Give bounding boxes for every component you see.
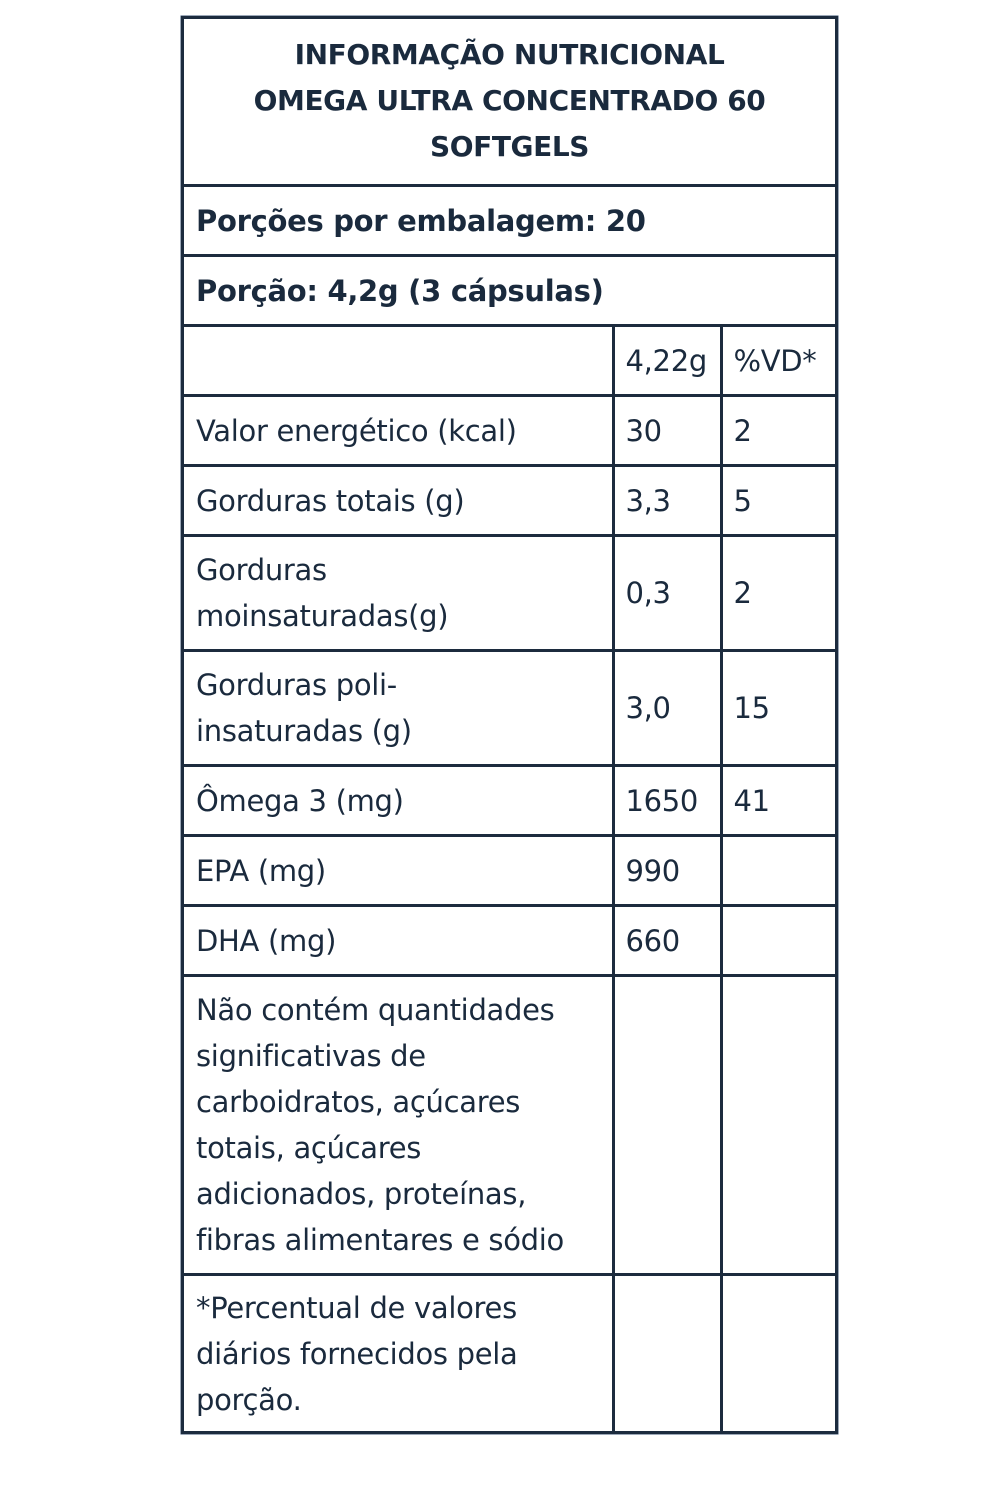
header-daily-value: %VD*: [722, 326, 835, 396]
nutrient-amount: 3,0: [614, 651, 722, 766]
label-title: [184, 19, 835, 186]
not-significant-note: [184, 976, 614, 1275]
note-line: fibras alimentares e sódio: [196, 1223, 564, 1257]
nutrient-name: [184, 536, 614, 651]
header-amount: 4,22g: [614, 326, 722, 396]
note-line: significativas de: [196, 1039, 426, 1073]
nutrient-name-line: Gorduras poli-: [196, 668, 397, 702]
empty-cell: [614, 1275, 722, 1432]
notes-row: [184, 976, 835, 1275]
title-line-3: SOFTGELS: [429, 130, 590, 163]
daily-value-footnote: [184, 1275, 614, 1432]
footnote-line: *Percentual de valores: [196, 1290, 517, 1325]
nutrient-amount: 1650: [614, 766, 722, 836]
header-nutrient: [184, 326, 614, 396]
table-row: [184, 836, 835, 906]
nutrient-daily-value: [722, 906, 835, 976]
nutrient-daily-value: 2: [722, 396, 835, 466]
nutrient-amount: 30: [614, 396, 722, 466]
table-row: [184, 466, 835, 536]
nutrient-name: Valor energético (kcal): [184, 396, 614, 466]
nutrient-name: EPA (mg): [184, 836, 614, 906]
nutrition-table: [184, 19, 835, 1431]
nutrient-amount: 0,3: [614, 536, 722, 651]
nutrient-name-line: moinsaturadas(g): [196, 599, 449, 633]
nutrient-name: Ômega 3 (mg): [184, 766, 614, 836]
nutrition-facts-label: [181, 16, 838, 1434]
nutrient-name-line: insaturadas (g): [196, 714, 412, 748]
nutrient-daily-value: 41: [722, 766, 835, 836]
nutrient-name: Gorduras totais (g): [184, 466, 614, 536]
note-line: totais, açúcares: [196, 1131, 422, 1165]
nutrient-daily-value: 5: [722, 466, 835, 536]
nutrient-amount: 990: [614, 836, 722, 906]
nutrient-name: [184, 651, 614, 766]
column-header-row: [184, 326, 835, 396]
table-row: [184, 396, 835, 466]
serving-size: Porção: 4,2g (3 cápsulas): [184, 256, 835, 326]
title-line-1: INFORMAÇÃO NUTRICIONAL: [294, 38, 725, 71]
footnote-row: [184, 1275, 835, 1432]
note-line: Não contém quantidades: [196, 993, 555, 1027]
servings-per-package: Porções por embalagem: 20: [184, 186, 835, 256]
nutrient-amount: 660: [614, 906, 722, 976]
empty-cell: [722, 976, 835, 1275]
footnote-line: porção.: [196, 1382, 302, 1417]
nutrient-amount: 3,3: [614, 466, 722, 536]
table-row: [184, 536, 835, 651]
footnote-line: diários fornecidos pela: [196, 1336, 518, 1371]
nutrient-daily-value: [722, 836, 835, 906]
table-row: [184, 651, 835, 766]
table-row: [184, 906, 835, 976]
nutrient-daily-value: 2: [722, 536, 835, 651]
nutrient-daily-value: 15: [722, 651, 835, 766]
title-row: [184, 19, 835, 186]
nutrient-name: DHA (mg): [184, 906, 614, 976]
serving-size-row: [184, 256, 835, 326]
servings-row: [184, 186, 835, 256]
note-line: carboidratos, açúcares: [196, 1085, 521, 1119]
table-row: [184, 766, 835, 836]
empty-cell: [722, 1275, 835, 1432]
empty-cell: [614, 976, 722, 1275]
title-line-2: OMEGA ULTRA CONCENTRADO 60: [253, 84, 766, 117]
nutrient-name-line: Gorduras: [196, 553, 327, 587]
note-line: adicionados, proteínas,: [196, 1177, 527, 1211]
